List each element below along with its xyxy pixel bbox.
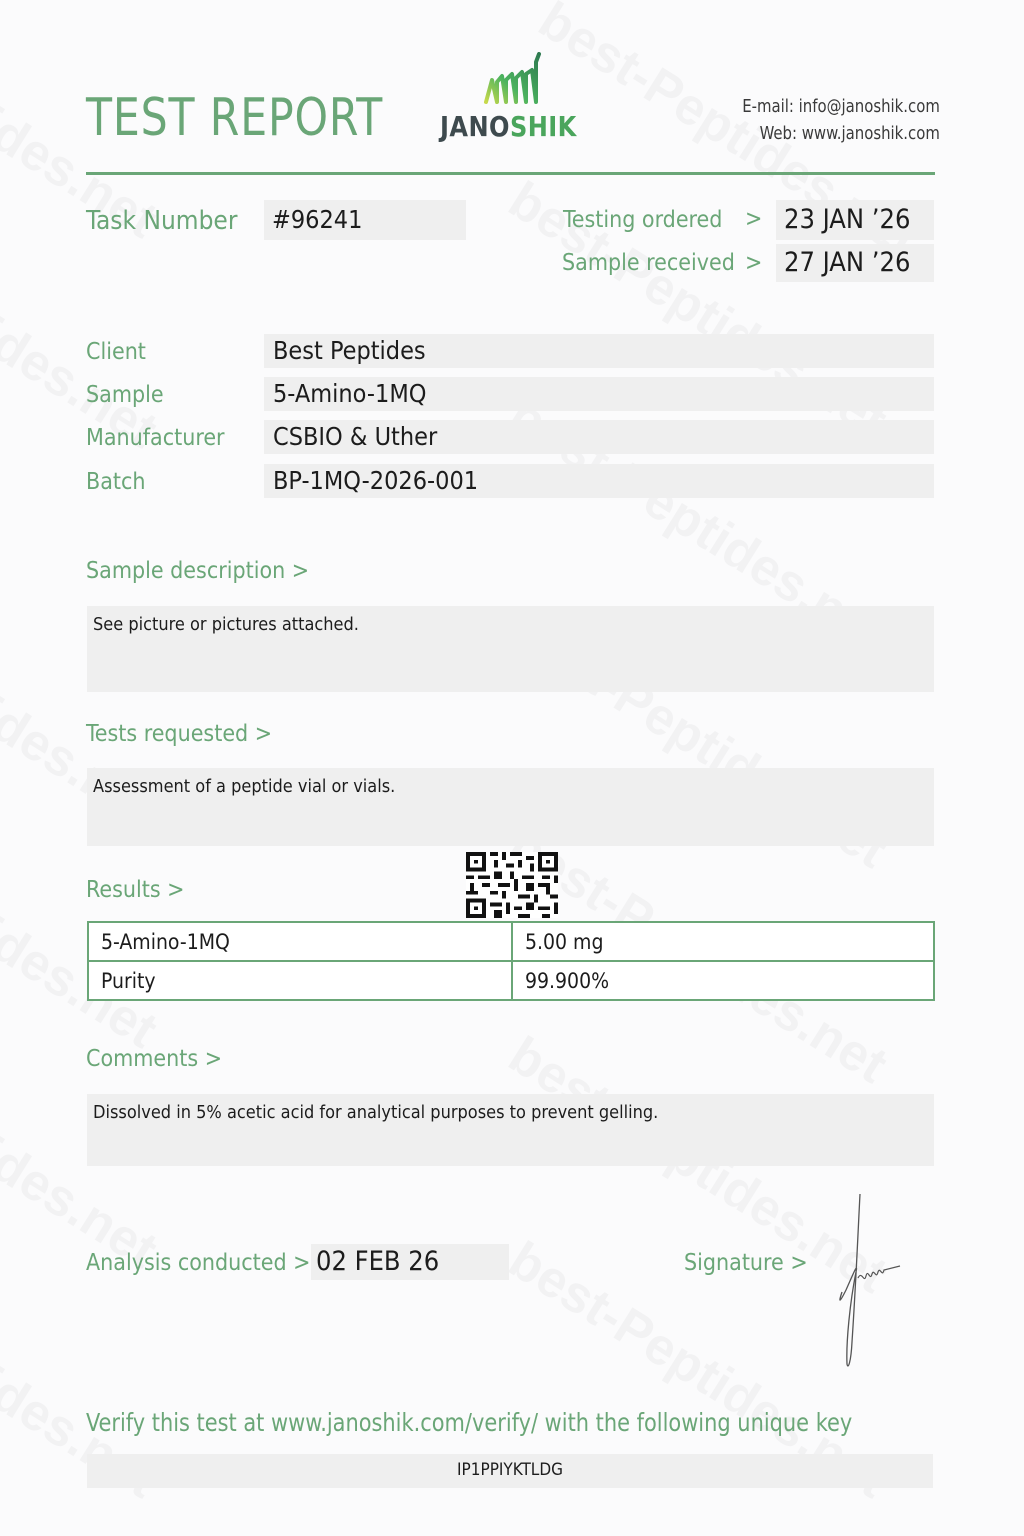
result-name: 5-Amino-1MQ	[88, 922, 512, 961]
arrow-icon: >	[745, 206, 763, 232]
analysis-date: 02 FEB 26	[316, 1246, 440, 1277]
batch-field	[264, 464, 934, 498]
testing-ordered-field	[776, 200, 934, 240]
client-field	[264, 334, 934, 368]
sample-received-label: Sample received	[562, 250, 735, 276]
tests-requested-box	[87, 768, 934, 846]
header-divider	[86, 172, 935, 175]
arrow-icon: >	[745, 250, 763, 276]
client-label: Client	[86, 339, 146, 365]
task-number-value: #96241	[272, 205, 363, 234]
page-title: TEST REPORT	[86, 88, 384, 148]
sample-received-field	[776, 244, 934, 282]
results-heading: Results >	[86, 877, 185, 903]
table-row	[88, 922, 934, 961]
sample-label: Sample	[86, 382, 164, 408]
manufacturer-field	[264, 420, 934, 454]
brand-logo	[440, 52, 590, 147]
sample-description-box	[87, 606, 934, 692]
manufacturer-value: CSBIO & Uther	[273, 422, 438, 451]
result-name: Purity	[88, 961, 512, 1000]
tests-requested-text: Assessment of a peptide vial or vials.	[93, 776, 396, 797]
testing-ordered-label: Testing ordered	[563, 207, 723, 233]
brand-wordmark: JANOSHIK	[440, 110, 577, 143]
signature-icon	[828, 1192, 908, 1372]
verify-instructions: Verify this test at www.janoshik.com/verify/ with the following unique key	[86, 1408, 853, 1437]
contact-info	[742, 93, 940, 147]
verify-key: IP1PPIYKTLDG	[457, 1460, 563, 1480]
sample-field	[264, 377, 934, 411]
web-label: Web:	[759, 123, 798, 144]
logo-mark-icon	[440, 52, 590, 108]
result-value: 99.900%	[512, 961, 934, 1000]
testing-ordered-date: 23 JAN ’26	[784, 204, 911, 235]
task-number-label: Task Number	[86, 206, 238, 236]
sample-received-date: 27 JAN ’26	[784, 247, 911, 278]
verify-key-field[interactable]	[87, 1454, 933, 1488]
manufacturer-label: Manufacturer	[86, 425, 225, 451]
comments-text: Dissolved in 5% acetic acid for analytical purposes to prevent gelling.	[93, 1102, 659, 1123]
sample-value: 5-Amino-1MQ	[273, 379, 427, 408]
table-row	[88, 961, 934, 1000]
client-value: Best Peptides	[273, 336, 426, 365]
qr-code-icon[interactable]	[466, 852, 558, 918]
signature-label: Signature >	[684, 1250, 808, 1276]
comments-box	[87, 1094, 934, 1166]
sample-description-text: See picture or pictures attached.	[93, 614, 359, 635]
sample-description-heading: Sample description >	[86, 558, 310, 584]
batch-value: BP-1MQ-2026-001	[273, 466, 479, 495]
results-table	[87, 921, 935, 1001]
email-label: E-mail:	[742, 96, 795, 117]
comments-heading: Comments >	[86, 1046, 223, 1072]
analysis-date-field	[311, 1244, 509, 1280]
web-link[interactable]: www.janoshik.com	[801, 123, 940, 144]
analysis-conducted-label: Analysis conducted >	[86, 1250, 311, 1276]
tests-requested-heading: Tests requested >	[86, 721, 273, 747]
result-value: 5.00 mg	[512, 922, 934, 961]
task-number-field	[264, 200, 466, 240]
batch-label: Batch	[86, 469, 146, 495]
email-link[interactable]: info@janoshik.com	[798, 96, 940, 117]
